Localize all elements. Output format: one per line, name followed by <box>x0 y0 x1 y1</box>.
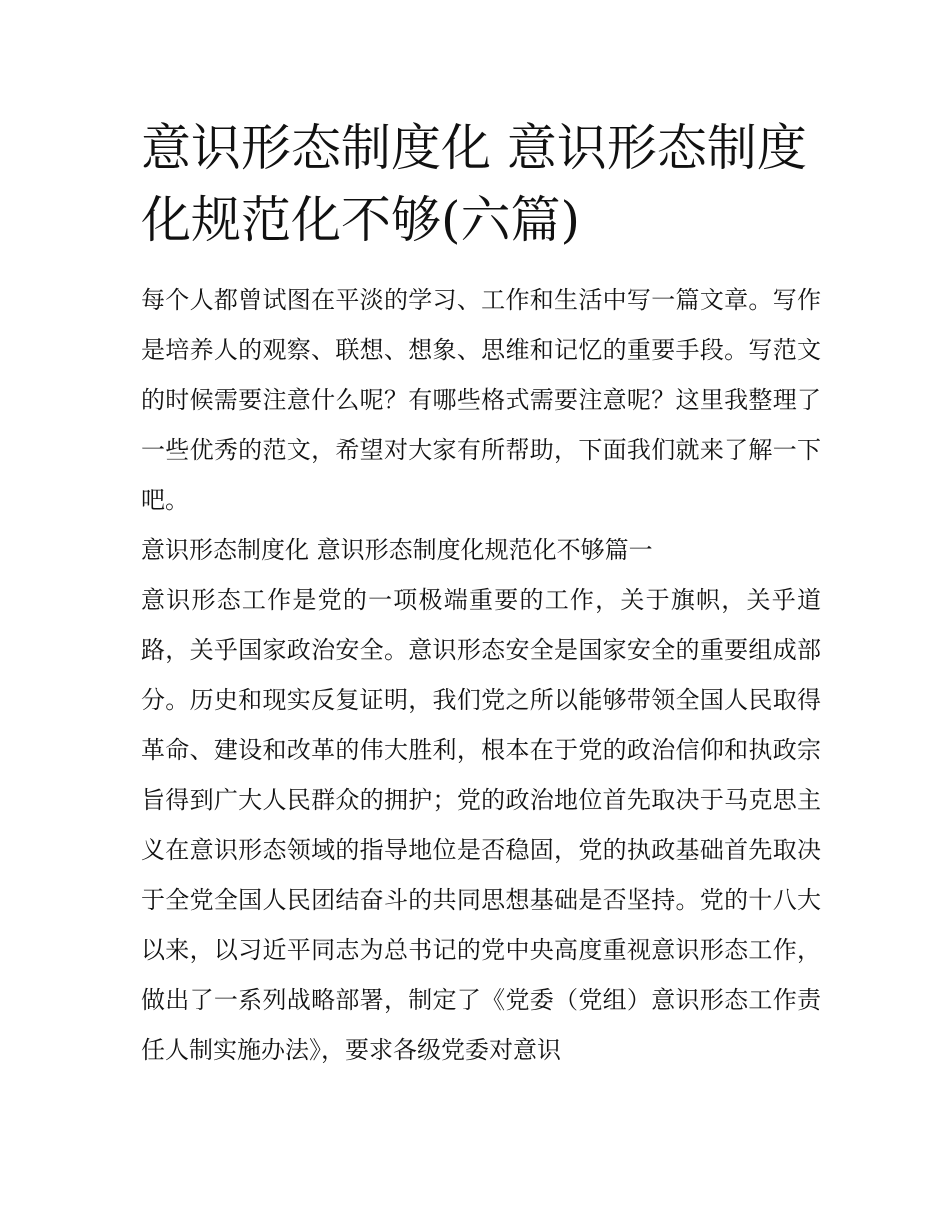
section-heading: 意识形态制度化 意识形态制度化规范化不够篇一 <box>141 536 653 564</box>
intro-paragraph: 每个人都曾试图在平淡的学习、工作和生活中写一篇文章。写作是培养人的观察、联想、想象、思维和记忆的重要手段。写范文的时候需要注意什么呢？有哪些格式需要注意呢？这里我整理了一些优秀的范文，希望对大家有所帮助，下面我们就来了解一下吧。 <box>141 286 821 514</box>
document-title: 意识形态制度化 意识形态制度化规范化不够(六篇) <box>141 119 807 249</box>
section-body-paragraph: 意识形态工作是党的一项极端重要的工作，关于旗帜，关乎道路，关乎国家政治安全。意识形态安全是国家安全的重要组成部分。历史和现实反复证明，我们党之所以能够带领全国人民取得革命、建设和改革的伟大胜利，根本在于党的政治信仰和执政宗旨得到广大人民群众的拥护；党的政治地位首先取决于马克思主义在意识形态领域的指导地位是否稳固，党的执政基础首先取决于全党全国人民团结奋斗的共同思想基础是否坚持。党的十八大以来，以习近平同志为总书记的党中央高度重视意识形态工作，做出了一系列战略部署，制定了《党委（党组）意识形态工作责任人制实施办法》，要求各级党委对意识 <box>141 586 821 1064</box>
